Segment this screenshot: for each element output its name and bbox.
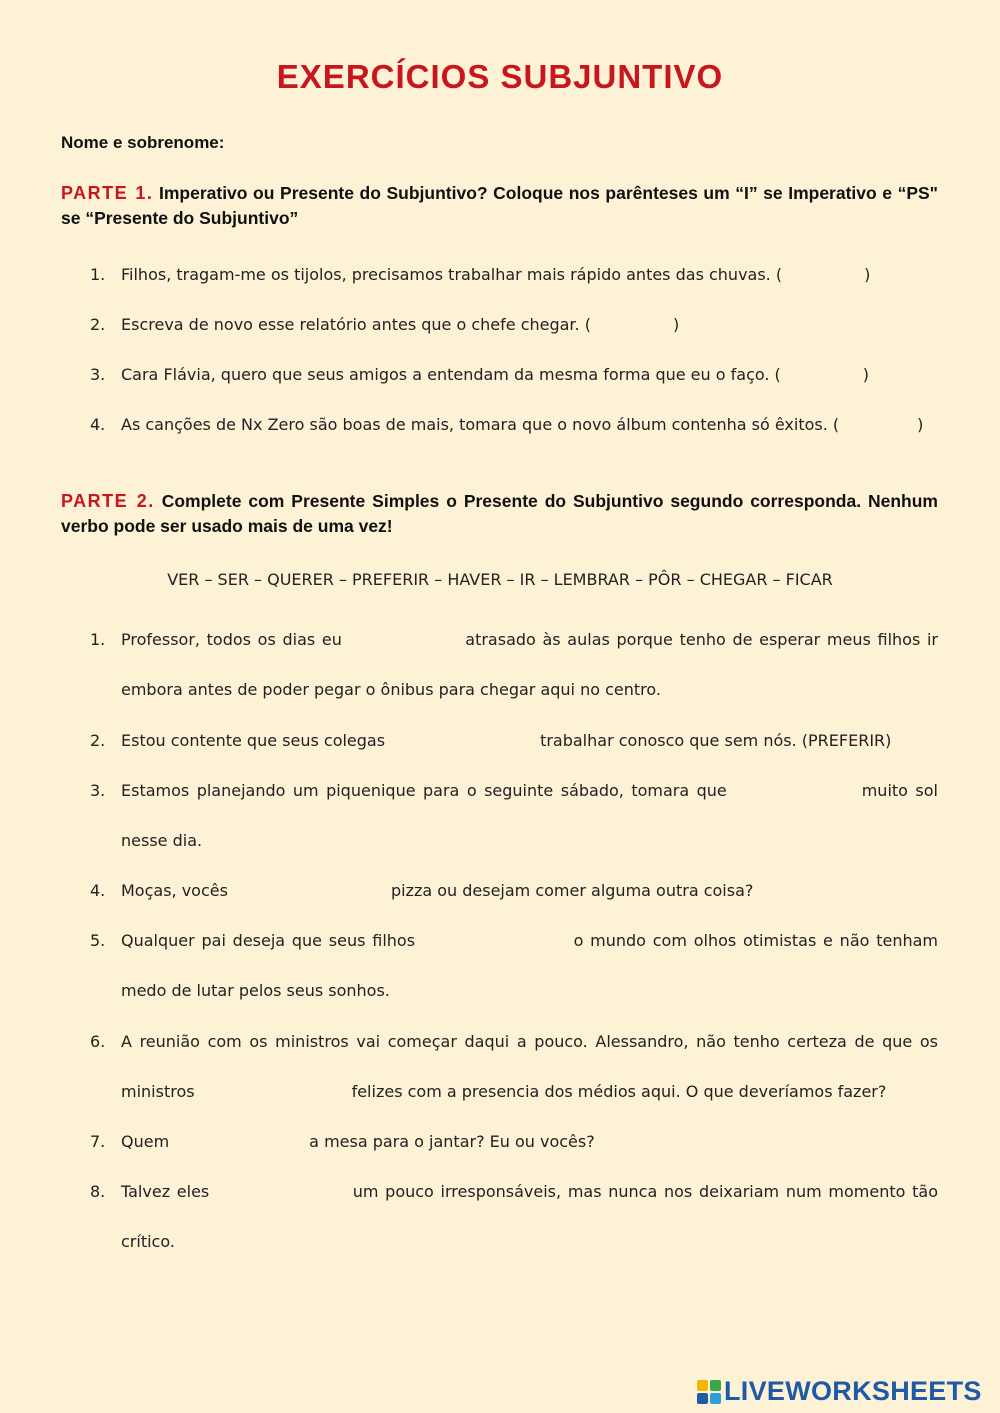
item-number: 2. xyxy=(90,731,106,750)
item-text: Filhos, tragam-me os tijolos, precisamos trabalhar mais rápido antes das chuvas. ( xyxy=(121,265,783,284)
part1-item xyxy=(90,400,938,450)
item-text-after: felizes com a presencia dos médios aqui. O que deveríamos fazer? xyxy=(351,1082,887,1101)
part2-item xyxy=(90,766,938,866)
part2-item xyxy=(90,615,938,715)
item-number: 1. xyxy=(90,265,106,284)
item-text-before: ministros xyxy=(121,1082,195,1101)
part1-heading xyxy=(61,181,938,231)
item-number: 2. xyxy=(90,315,106,334)
part2-item xyxy=(90,716,938,766)
liveworksheets-logo-icon xyxy=(697,1380,721,1404)
item-number: 8. xyxy=(90,1182,106,1201)
item-text-after: um pouco irresponsáveis, mas nunca nos deixariam num momento tão xyxy=(352,1182,938,1201)
part2-item xyxy=(90,1167,938,1267)
part2-instruction: Complete com Presente Simples o Presente do Subjuntivo segundo corresponda. Nenhum verbo pode ser usado mais de uma vez! xyxy=(61,491,938,536)
part2-heading xyxy=(61,489,938,539)
part1-item xyxy=(90,250,938,300)
item-text: Cara Flávia, quero que seus amigos a entendam da mesma forma que eu o faço. ( xyxy=(121,365,781,384)
item-text-after: pizza ou desejam comer alguma outra coisa? xyxy=(390,881,754,900)
item-text-before: Talvez eles xyxy=(121,1182,210,1201)
word-bank: VER – SER – QUERER – PREFERIR – HAVER – IR – LEMBRAR – PÔR – CHEGAR – FICAR xyxy=(167,570,833,589)
item-text-before: Estamos planejando um piquenique para o seguinte sábado, tomara que xyxy=(121,781,727,800)
item-number: 3. xyxy=(90,781,106,800)
item-continuation: embora antes de poder pegar o ônibus para chegar aqui no centro. xyxy=(121,680,661,699)
part2-item xyxy=(90,916,938,1016)
item-text-before: Qualquer pai deseja que seus filhos xyxy=(121,931,416,950)
item-text-after: a mesa para o jantar? Eu ou vocês? xyxy=(309,1132,595,1151)
item-number: 4. xyxy=(90,415,106,434)
worksheet-title: EXERCÍCIOS SUBJUNTIVO xyxy=(276,58,724,95)
item-text-after: o mundo com olhos otimistas e não tenham xyxy=(573,931,938,950)
item-number: 1. xyxy=(90,630,106,649)
item-text-after: atrasado às aulas porque tenho de esperar meus filhos ir xyxy=(465,630,939,649)
item-number: 4. xyxy=(90,881,106,900)
item-text-before: Professor, todos os dias eu xyxy=(121,630,342,649)
item-continuation: nesse dia. xyxy=(121,831,203,850)
logo-text: LIVEWORKSHEETS xyxy=(724,1376,982,1406)
part2-item xyxy=(90,866,938,916)
part1-tag: PARTE 1. xyxy=(61,183,154,203)
item-number: 3. xyxy=(90,365,106,384)
item-text: As canções de Nx Zero são boas de mais, tomara que o novo álbum contenha só êxitos. ( xyxy=(121,415,840,434)
part2-tag: PARTE 2. xyxy=(61,491,155,511)
item-number: 5. xyxy=(90,931,106,950)
part2-item xyxy=(90,1017,938,1117)
close-paren: ) xyxy=(862,365,870,384)
item-continuation: medo de lutar pelos seus sonhos. xyxy=(121,981,390,1000)
name-label: Nome e sobrenome: xyxy=(61,133,225,152)
item-continuation: crítico. xyxy=(121,1232,175,1251)
item-text-line1: A reunião com os ministros vai começar daqui a pouco. Alessandro, não tenho certeza de que os xyxy=(121,1032,938,1051)
part1-item xyxy=(90,300,938,350)
part1-item xyxy=(90,350,938,400)
item-text-after: muito sol xyxy=(861,781,938,800)
close-paren: ) xyxy=(672,315,680,334)
item-text-before: Moças, vocês xyxy=(121,881,228,900)
part2-item xyxy=(90,1117,938,1167)
liveworksheets-logo[interactable] xyxy=(697,1376,982,1407)
item-text: Escreva de novo esse relatório antes que o chefe chegar. ( xyxy=(121,315,591,334)
item-text-after: trabalhar conosco que sem nós. (PREFERIR) xyxy=(540,731,892,750)
item-text-before: Quem xyxy=(121,1132,170,1151)
part1-instruction: Imperativo ou Presente do Subjuntivo? Coloque nos parênteses um “I” se Imperativo e “PS" se “Presente do Subjuntivo” xyxy=(61,183,938,228)
close-paren: ) xyxy=(864,265,871,284)
item-number: 7. xyxy=(90,1132,106,1151)
item-number: 6. xyxy=(90,1032,106,1051)
close-paren: ) xyxy=(917,415,924,434)
item-text-before: Estou contente que seus colegas xyxy=(121,731,386,750)
